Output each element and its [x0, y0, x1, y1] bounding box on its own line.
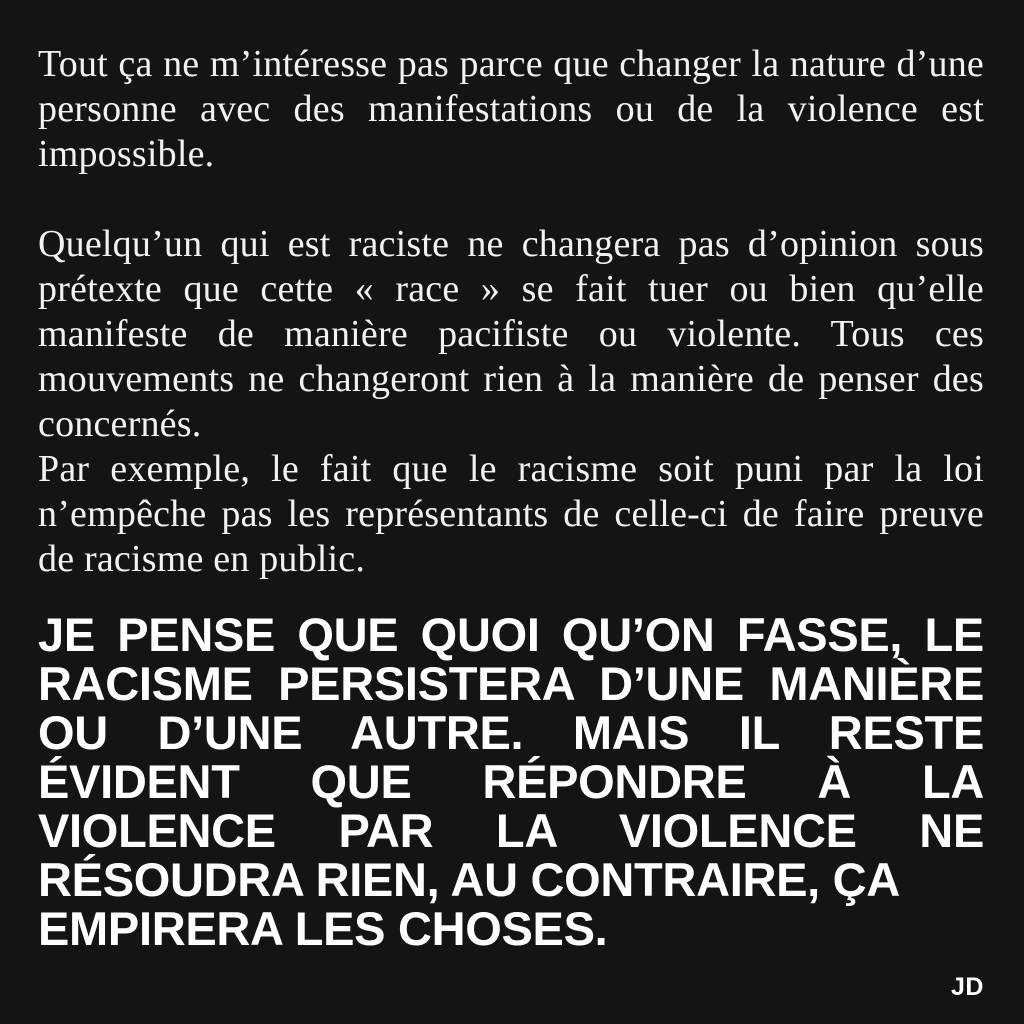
signature-initials: JD	[951, 973, 984, 1001]
emphasis-line-2: EMPIRERA LES CHOSES.	[38, 902, 608, 955]
body-text-block	[38, 42, 984, 582]
paragraph-spacer	[38, 177, 984, 222]
paragraph-1: Tout ça ne m’intéresse pas parce que changer la nature d’une personne avec des manifestations ou de la violence est impossible.	[38, 43, 984, 175]
emphasis-line-1: JE PENSE QUE QUOI QU’ON FASSE, LE RACISME PERSISTERA D’UNE MANIÈRE OU D’UNE AUTRE. MAIS IL RESTE ÉVIDENT QUE RÉPONDRE À LA VIOLENCE PAR LA VIOLENCE NE RÉSOUDRA RIEN, AU CONTRAIRE, ÇA	[38, 608, 984, 906]
emphasis-text-block	[38, 610, 984, 953]
paragraph-2: Quelqu’un qui est raciste ne changera pas d’opinion sous prétexte que cette « race » se fait tuer ou bien qu’elle manifeste de manière pacifiste ou violente. Tous ces mouvements ne changeront rien à la manière de penser des concernés.	[38, 223, 984, 445]
paragraph-3: Par exemple, le fait que le racisme soit puni par la loi n’empêche pas les représentants de celle-ci de faire preuve de racisme en public.	[38, 448, 984, 580]
